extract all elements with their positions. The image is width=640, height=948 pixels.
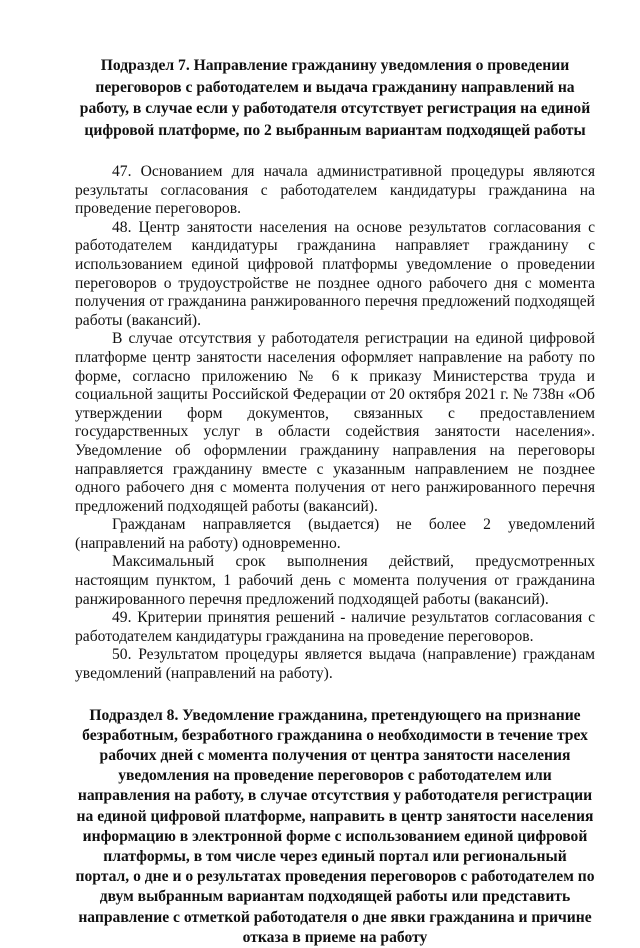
paragraph-47: 47. Основанием для начала административной процедуры являются результаты согласования с работодателем кандидатуры гражданина на проведение переговоров. [75, 163, 595, 218]
section-8-heading: Подраздел 8. Уведомление гражданина, претендующего на признание безработным, безработного гражданина о необходимости в течение трех рабочих дней с момента получения от центра занятости населения уведомления на проведение переговоров с работодателем или направления на работу, в случае отсутствия у работодателя регистрации на единой цифровой платформе, направить в центр занятости населения информацию в электронной форме с использованием единой цифровой платформы, в том числе через единый портал или региональный портал, о дне и о результатах проведения переговоров с работодателем по двум выбранным вариантам подходящей работы или представить направление с отметкой работодателя о дне явки гражданина и причине отказа в приеме на работу [75, 706, 595, 946]
paragraph-48-limit: Гражданам направляется (выдается) не более 2 уведомлений (направлений на работу) одновременно. [75, 516, 595, 552]
section-7-heading: Подраздел 7. Направление гражданину уведомления о проведении переговоров с работодателем и выдача гражданину направлений на работу, в случае если у работодателя отсутствует регистрация на единой цифровой платформе, по 2 выбранным вариантам подходящей работы [79, 57, 591, 139]
document-page [75, 55, 595, 948]
paragraph-50: 50. Результатом процедуры является выдача (направление) гражданам уведомлений (направлений на работу). [75, 646, 595, 683]
paragraph-48: 48. Центр занятости населения на основе результатов согласования с работодателем кандидатуры гражданина направляет гражданину с использованием единой цифровой платформы уведомление о проведении переговоров о трудоустройстве не позднее одного рабочего дня с момента получения от гражданина ранжированного перечня предложений подходящей работы (вакансий). [75, 218, 595, 329]
paragraph-49: 49. Критерии принятия решений - наличие результатов согласования с работодателем кандидатуры гражданина на проведение переговоров. [75, 609, 595, 645]
paragraph-48-no-registration: В случае отсутствия у работодателя регистрации на единой цифровой платформе центр занятости населения оформляет направление на работу по форме, согласно приложению № 6 к приказу Министерства труда и социальной защиты Российской Федерации от 20 октября 2021 г. № 738н «Об утверждении форм документов, связанных с предоставлением государственных услуг в области содействия занятости населения». Уведомление об оформлении гражданину направления на переговоры направляется гражданину вместе с указанным направлением не позднее одного рабочего дня с момента получения от него ранжированного перечня предложений подходящей работы (вакансий). [75, 330, 595, 515]
paragraph-48-deadline: Максимальный срок выполнения действий, предусмотренных настоящим пунктом, 1 рабочий день с момента получения от гражданина ранжированного перечня предложений подходящей работы (вакансий). [75, 553, 595, 608]
section-7-body [75, 163, 595, 684]
